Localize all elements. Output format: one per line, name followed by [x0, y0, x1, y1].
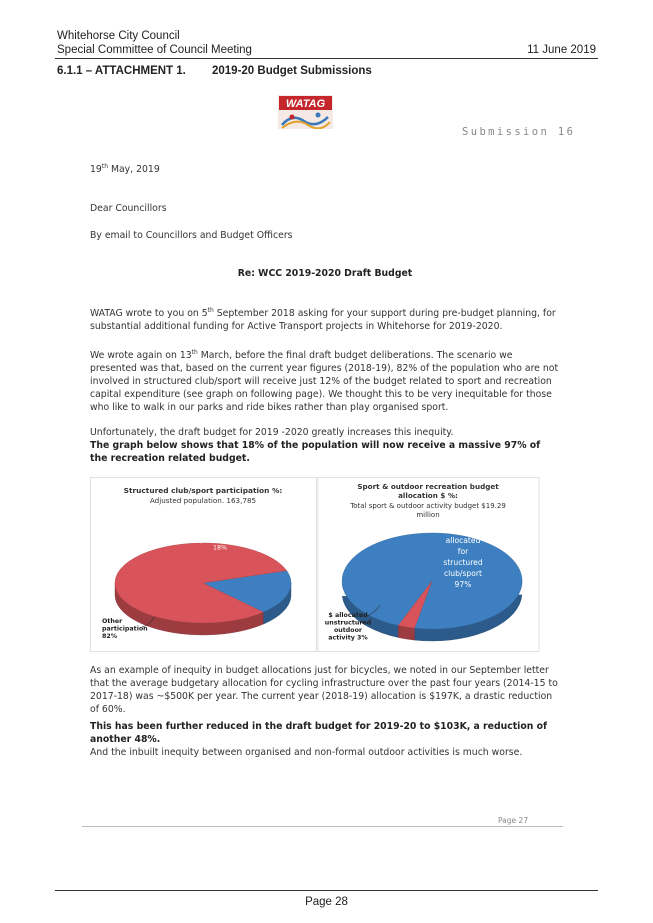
salutation: Dear Councillors: [90, 203, 167, 214]
chart-2-title: Sport & outdoor recreation budget allocation $ %:: [357, 482, 499, 500]
paragraph-1: WATAG wrote to you on 5th September 2018 asking for your support during pre-budget planning, for substantial additional funding for Active Transport projects in Whitehorse for 2019-2020.: [90, 307, 556, 333]
page-number: Page 28: [305, 896, 348, 908]
chart-1-subtitle: Adjusted population. 163,785: [149, 496, 257, 505]
re-line: Re: WCC 2019-2020 Draft Budget: [237, 268, 413, 279]
paragraph-2: We wrote again on 13th March, before the final draft budget deliberations. The scenario we presented was that, based on the current year figures (2018-19), 82% of the population who are not involved in structured club/sport will receive just 12% of the budget related to sport and recreation capital expenditure (see graph on following page). We thought this to be very inequitable for those who like to walk in our parks and ride bikes rather than play organised sport.: [90, 349, 559, 414]
watag-logo: [278, 95, 333, 129]
logo-text: WATAG: [285, 98, 326, 110]
chart-2: [325, 482, 522, 642]
pie-charts: [90, 477, 540, 652]
footer-divider: [55, 890, 598, 891]
letter-date: 19th May, 2019: [90, 163, 160, 176]
chart-1-title: Structured club/sport participation %:: [123, 486, 283, 495]
meeting-date: 11 June 2019: [527, 44, 596, 56]
header-divider: [55, 58, 598, 59]
pie-2-label-2: $ allocated unstructured outdoor activity 3%: [324, 612, 372, 642]
pie-1-label-2: Other participation 82%: [102, 618, 148, 640]
committee-name: Special Committee of Council Meeting: [57, 44, 252, 56]
inner-page-number: Page 27: [498, 816, 529, 825]
pie-2-label-1: $ allocated for structured club/sport 97%: [443, 525, 483, 589]
paragraph-5: This has been further reduced in the draft budget for 2019-20 to $103K, a reduction of another 48%. And the inbuilt inequity between organised and non-formal outdoor activities is much worse.: [90, 721, 548, 758]
attachment-number: 6.1.1 – ATTACHMENT 1.: [57, 65, 186, 77]
pie-2-slice-1: [342, 533, 522, 629]
council-name: Whitehorse City Council: [57, 30, 180, 42]
paragraph-4: As an example of inequity in budget allocations just for bicycles, we noted in our September letter that the average budgetary allocation for cycling infrastructure over the past four years (2014-15 to 2017-18) was ~$500K per year. The current year (2018-19) allocation is $197K, a drastic reduction of 60%.: [90, 665, 558, 715]
email-line: By email to Councillors and Budget Officers: [90, 230, 293, 241]
chart-2-subtitle: Total sport & outdoor activity budget $19.29 million: [350, 502, 506, 519]
inner-footer-divider: [82, 826, 563, 827]
paragraph-3: Unfortunately, the draft budget for 2019 -2020 greatly increases this inequity. The graph below shows that 18% of the population will now receive a massive 97% of the recreation related budget.: [90, 427, 541, 464]
submission-stamp: Submission 16: [462, 126, 576, 138]
pie-1-label-1: Structured club/sport participation 18%: [200, 522, 240, 552]
attachment-title: 2019-20 Budget Submissions: [212, 65, 372, 77]
